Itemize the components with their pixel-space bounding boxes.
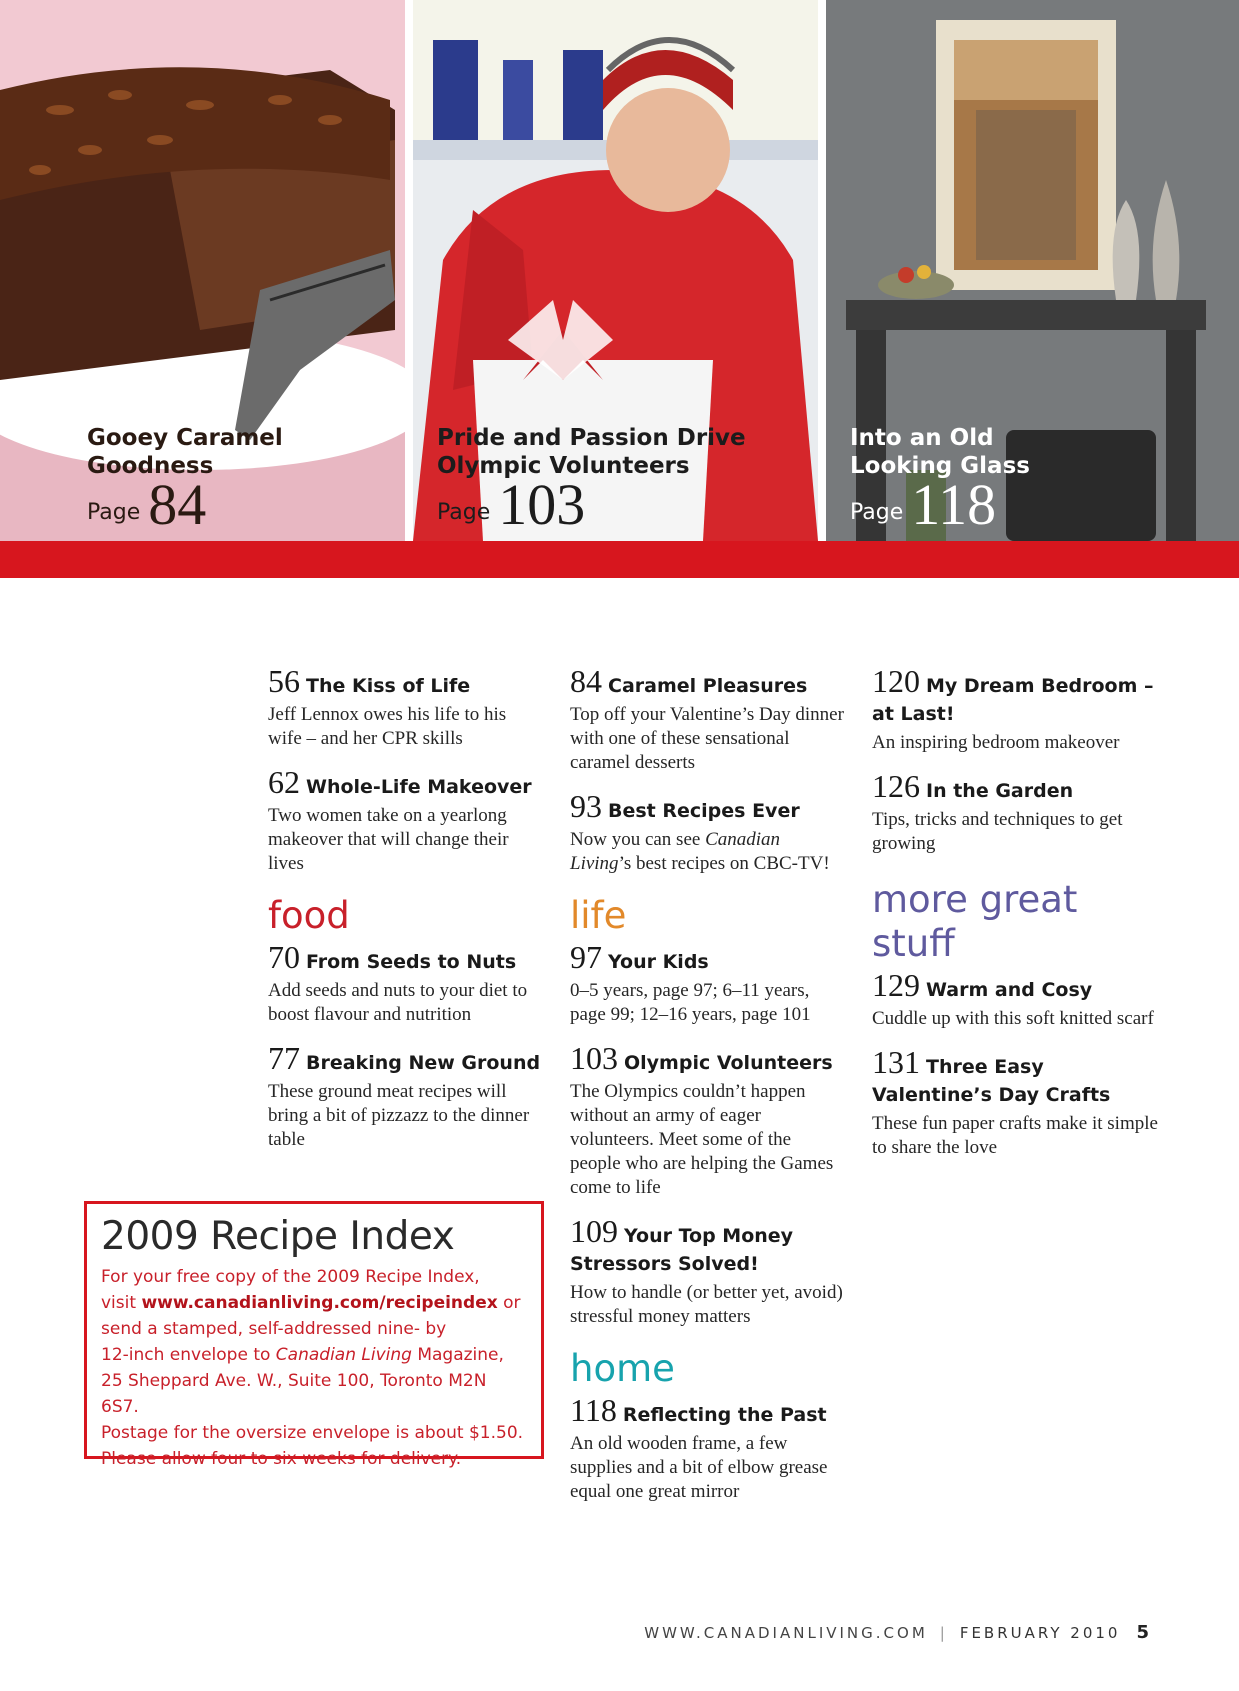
toc-title: Your Top Money Stressors Solved! — [570, 1225, 794, 1275]
recipe-index-box — [84, 1201, 544, 1469]
footer-website[interactable]: WWW.CANADIANLIVING.COM — [644, 1623, 928, 1642]
feature-photo-cake[interactable] — [0, 0, 405, 541]
toc-page-number: 126 — [872, 768, 920, 804]
feature-title-line: Pride and Passion Drive — [437, 425, 746, 451]
toc-description: The Olympics couldn’t happen without an army of eager volunteers. Meet some of the people who are helping the Games come to life — [570, 1081, 834, 1198]
toc-description: Jeff Lennox owes his life to his wife – and her CPR skills — [268, 704, 507, 749]
feature-caption-cake — [87, 424, 397, 537]
page-number: 84 — [148, 472, 207, 537]
toc-entry[interactable] — [872, 967, 1162, 1031]
toc-description: Add seeds and nuts to your diet to boost flavour and nutrition — [268, 980, 528, 1025]
recipe-index-text: visit — [101, 1293, 142, 1313]
toc-entry[interactable] — [570, 788, 845, 876]
page-label: Page — [87, 500, 141, 525]
recipe-index-body — [101, 1264, 527, 1472]
feature-photo-mirror[interactable] — [826, 0, 1239, 541]
toc-title: Olympic Volunteers — [624, 1052, 833, 1074]
toc-page-number: 97 — [570, 939, 602, 975]
recipe-index-line: For your free copy of the 2009 Recipe Index, — [101, 1267, 480, 1287]
toc-description: These ground meat recipes will bring a bit of pizzazz to the dinner table — [268, 1081, 530, 1150]
feature-photo-goalie[interactable] — [413, 0, 818, 541]
toc-description — [570, 828, 845, 876]
toc-page-number: 84 — [570, 663, 602, 699]
toc-entry[interactable] — [872, 663, 1162, 755]
feature-title-line: Looking Glass — [850, 453, 1030, 479]
page-number: 118 — [911, 472, 997, 537]
toc-entry[interactable] — [268, 663, 543, 751]
toc-title: Your Kids — [608, 951, 709, 973]
page-number: 103 — [498, 472, 586, 537]
toc-entry[interactable] — [268, 939, 543, 1027]
toc-title: Whole-Life Makeover — [306, 776, 532, 798]
desc-text: Now you can see — [570, 829, 706, 850]
toc-description: Two women take on a yearlong makeover that will change their lives — [268, 805, 509, 874]
feature-page-ref — [87, 472, 397, 537]
toc-description: An old wooden frame, a few supplies and a bit of elbow grease equal one great mirror — [570, 1433, 828, 1502]
toc-page-number: 109 — [570, 1213, 618, 1249]
toc-entry[interactable] — [570, 1040, 845, 1200]
toc-entry[interactable] — [872, 768, 1162, 856]
page-label: Page — [437, 500, 491, 525]
toc-description: An inspiring bedroom makeover — [872, 732, 1120, 753]
toc-page-number: 70 — [268, 939, 300, 975]
section-heading-food: food — [268, 894, 350, 937]
page-label: Page — [850, 500, 904, 525]
toc-title: Best Recipes Ever — [608, 800, 800, 822]
magazine-name: Canadian Living — [570, 829, 781, 874]
section-heading-home: home — [570, 1347, 675, 1390]
recipe-index-line: Postage for the oversize envelope is about $1.50. — [101, 1423, 524, 1443]
toc-page-number: 93 — [570, 788, 602, 824]
desc-text: ’s best recipes on CBC-TV! — [618, 853, 830, 874]
toc-title: The Kiss of Life — [306, 675, 471, 697]
feature-title — [850, 424, 1160, 480]
recipe-index-text: or — [497, 1293, 521, 1313]
toc-title: Breaking New Ground — [306, 1052, 541, 1074]
recipe-index-title: 2009 Recipe Index — [101, 1214, 455, 1259]
feature-title — [437, 424, 747, 480]
toc-entry[interactable] — [570, 1213, 845, 1329]
feature-title-line: Olympic Volunteers — [437, 453, 690, 479]
footer-issue-date: FEBRUARY 2010 — [959, 1623, 1121, 1642]
toc-entry[interactable] — [570, 663, 845, 775]
toc-title: Three Easy Valentine’s Day Crafts — [872, 1056, 1111, 1106]
page-footer — [644, 1622, 1149, 1643]
toc-page-number: 56 — [268, 663, 300, 699]
toc-description: These fun paper crafts make it simple to share the love — [872, 1113, 1158, 1158]
toc-title: Caramel Pleasures — [608, 675, 808, 697]
toc-page-number: 103 — [570, 1040, 618, 1076]
toc-page-number: 131 — [872, 1044, 920, 1080]
recipe-index-line: Please allow four to six weeks for delivery. — [101, 1449, 462, 1469]
toc-page-number: 120 — [872, 663, 920, 699]
recipe-index-text: 12-inch envelope to — [101, 1345, 276, 1365]
recipe-index-text: Magazine, — [411, 1345, 504, 1365]
recipe-index-line: 25 Sheppard Ave. W., Suite 100, Toronto M2N 6S7. — [101, 1371, 487, 1417]
recipe-index-line — [101, 1342, 527, 1368]
toc-entry[interactable] — [570, 1392, 845, 1504]
toc-column-1 — [268, 663, 543, 1170]
footer-page-number: 5 — [1136, 1622, 1149, 1643]
toc-description: Cuddle up with this soft knitted scarf — [872, 1008, 1154, 1029]
feature-title — [87, 424, 397, 480]
magazine-name: Canadian Living — [275, 1345, 412, 1365]
feature-caption-goalie — [437, 424, 747, 537]
feature-title-line: Goodness — [87, 453, 214, 479]
toc-description: Top off your Valentine’s Day dinner with one of these sensational caramel desserts — [570, 704, 844, 773]
toc-column-2 — [570, 663, 845, 1522]
toc-page-number: 118 — [570, 1392, 617, 1428]
toc-title: Reflecting the Past — [622, 1404, 827, 1426]
recipe-index-line: send a stamped, self-addressed nine- by — [101, 1319, 447, 1339]
toc-entry[interactable] — [872, 1044, 1162, 1160]
toc-page-number: 77 — [268, 1040, 300, 1076]
toc-title: Warm and Cosy — [926, 979, 1093, 1001]
feature-title-line: Gooey Caramel — [87, 425, 283, 451]
feature-banner — [0, 0, 1239, 578]
section-heading-more-great-stuff: more great stuff — [872, 878, 1078, 965]
toc-entry[interactable] — [268, 1040, 543, 1152]
toc-page-number: 129 — [872, 967, 920, 1003]
toc-title: My Dream Bedroom – at Last! — [872, 675, 1154, 725]
section-heading-life: life — [570, 894, 627, 937]
brand-red-bar — [0, 541, 1239, 578]
toc-title: In the Garden — [926, 780, 1074, 802]
recipe-index-link[interactable]: www.canadianliving.com/recipeindex — [141, 1293, 498, 1313]
toc-page-number: 62 — [268, 764, 300, 800]
toc-column-3 — [872, 663, 1162, 1178]
toc-title: From Seeds to Nuts — [306, 951, 517, 973]
toc-description: Tips, tricks and techniques to get growing — [872, 809, 1123, 854]
feature-title-line: Into an Old — [850, 425, 994, 451]
feature-page-ref — [437, 472, 747, 537]
toc-entry[interactable] — [268, 764, 543, 876]
feature-caption-mirror — [850, 424, 1160, 537]
footer-separator: | — [939, 1623, 948, 1642]
toc-entry[interactable] — [570, 939, 845, 1027]
recipe-index-line — [101, 1290, 527, 1316]
toc-description: How to handle (or better yet, avoid) stressful money matters — [570, 1282, 843, 1327]
feature-page-ref — [850, 472, 1160, 537]
toc-description: 0–5 years, page 97; 6–11 years, page 99; 12–16 years, page 101 — [570, 980, 811, 1025]
